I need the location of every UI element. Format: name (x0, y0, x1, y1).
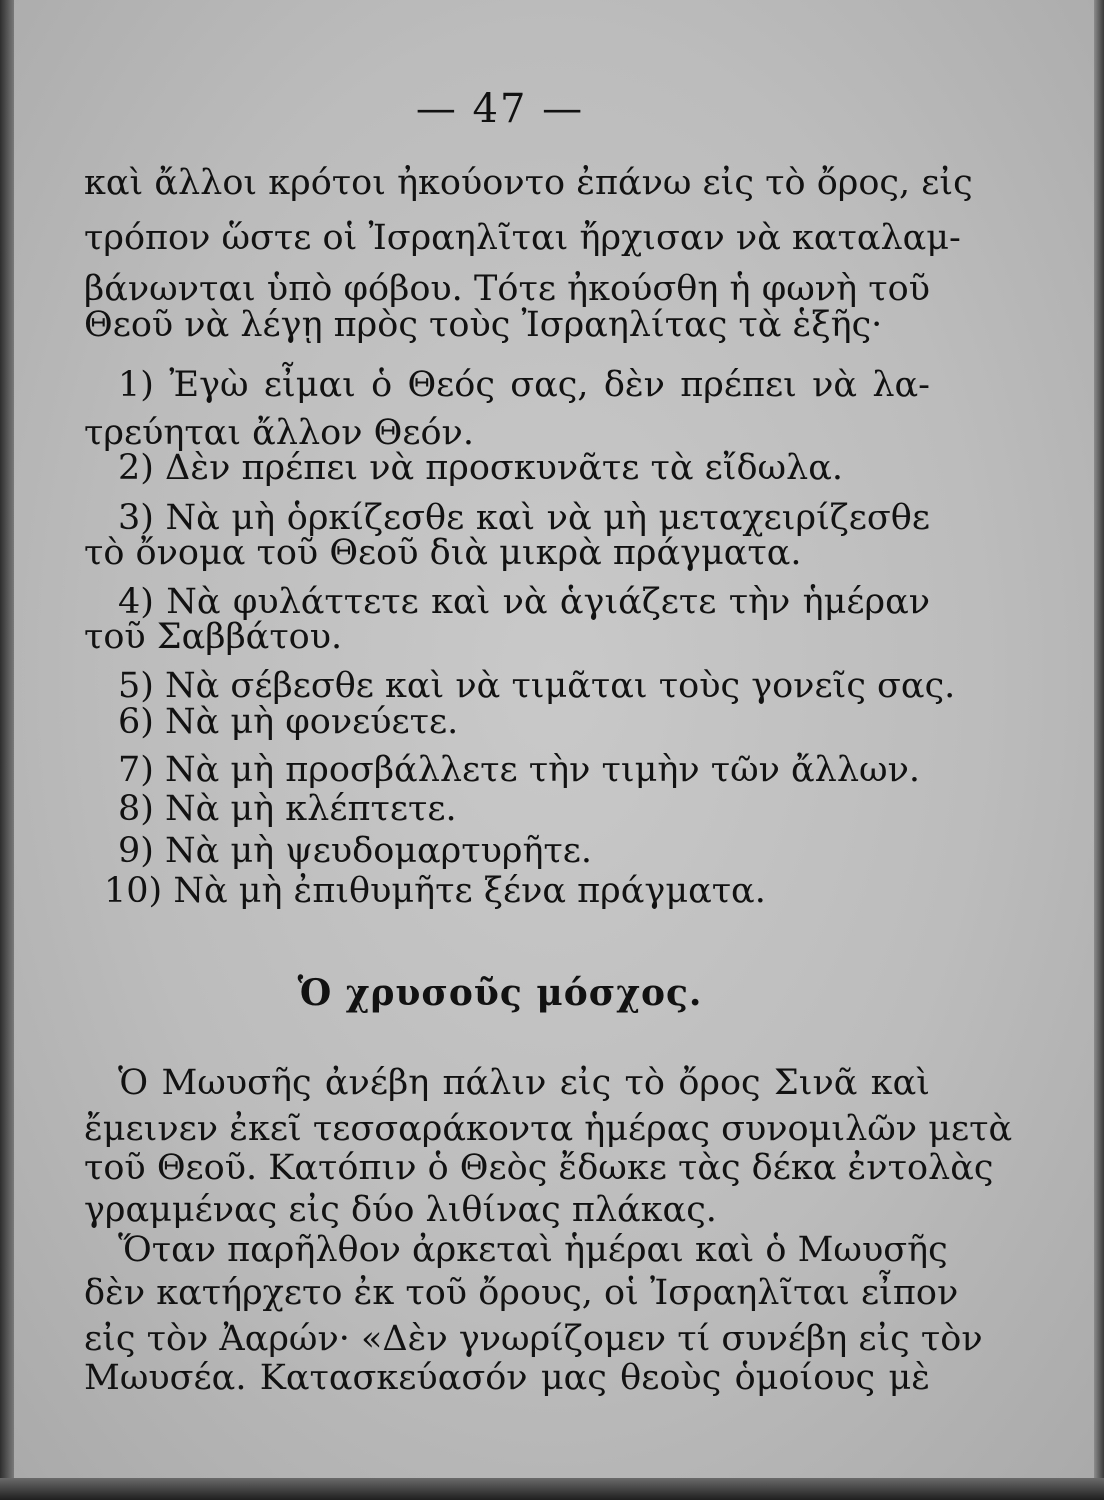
page-edge-right (1094, 0, 1104, 1500)
text-line: δὲν κατήρχετο ἐκ τοῦ ὄρους, οἱ Ἰσραηλῖται εἶπον (84, 1273, 959, 1313)
commandment-item: 6) Νὰ μὴ φονεύετε. (118, 702, 459, 742)
commandment-item: 10) Νὰ μὴ ἐπιθυμῆτε ξένα πράγματα. (104, 871, 766, 911)
commandment-continuation: τρεύηται ἄλλον Θεόν. (84, 413, 474, 453)
page-edge-left (0, 0, 14, 1500)
commandment-item: 2) Δὲν πρέπει νὰ προσκυνᾶτε τὰ εἴδωλα. (118, 448, 844, 488)
page-edge-bottom (0, 1478, 1104, 1500)
commandment-item: 8) Νὰ μὴ κλέπτετε. (118, 789, 457, 829)
text-line: καὶ ἄλλοι κρότοι ἠκούοντο ἐπάνω εἰς τὸ ὄρος, εἰς (84, 163, 973, 203)
text-line: εἰς τὸν Ἀαρών· «Δὲν γνωρίζομεν τί συνέβη εἰς τὸν (84, 1319, 983, 1359)
commandment-item: 7) Νὰ μὴ προσβάλλετε τὴν τιμὴν τῶν ἄλλων. (118, 750, 920, 790)
text-line: τρόπον ὥστε οἱ Ἰσραηλῖται ἤρχισαν νὰ καταλαμ- (84, 218, 961, 258)
commandment-continuation: τὸ ὄνομα τοῦ Θεοῦ διὰ μικρὰ πράγματα. (84, 533, 802, 573)
section-heading: Ὁ χρυσοῦς μόσχος. (297, 972, 703, 1014)
text-line: Θεοῦ νὰ λέγῃ πρὸς τοὺς Ἰσραηλίτας τὰ ἑξῆς· (84, 305, 883, 345)
text-line: γραμμένας εἰς δύο λιθίνας πλάκας. (84, 1190, 717, 1230)
page-number: — 47 — (415, 86, 585, 132)
text-line: ἔμεινεν ἐκεῖ τεσσαράκοντα ἡμέρας συνομιλῶν μετὰ (84, 1109, 1013, 1149)
commandment-item: 1) Ἐγὼ εἶμαι ὁ Θεός σας, δὲν πρέπει νὰ λα- (118, 365, 930, 405)
text-line: Ὅταν παρῆλθον ἀρκεταὶ ἡμέραι καὶ ὁ Μωυσῆς (118, 1230, 948, 1270)
text-line: τοῦ Θεοῦ. Κατόπιν ὁ Θεὸς ἔδωκε τὰς δέκα ἐντολὰς (84, 1148, 994, 1188)
commandment-item: 5) Νὰ σέβεσθε καὶ νὰ τιμᾶται τοὺς γονεῖς σας. (118, 666, 956, 706)
text-line: βάνωνται ὑπὸ φόβου. Τότε ἠκούσθη ἡ φωνὴ τοῦ (84, 269, 930, 309)
commandment-item: 9) Νὰ μὴ ψευδομαρτυρῆτε. (118, 831, 593, 871)
commandment-item: 4) Νὰ φυλάττετε καὶ νὰ ἁγιάζετε τὴν ἡμέραν (118, 582, 930, 622)
text-line: Ὁ Μωυσῆς ἀνέβη πάλιν εἰς τὸ ὄρος Σινᾶ καὶ (118, 1063, 930, 1103)
commandment-continuation: τοῦ Σαββάτου. (84, 617, 343, 657)
commandment-item: 3) Νὰ μὴ ὁρκίζεσθε καὶ νὰ μὴ μεταχειρίζεσθε (118, 498, 930, 538)
text-line: Μωυσέα. Κατασκεύασόν μας θεοὺς ὁμοίους μὲ (84, 1358, 930, 1398)
